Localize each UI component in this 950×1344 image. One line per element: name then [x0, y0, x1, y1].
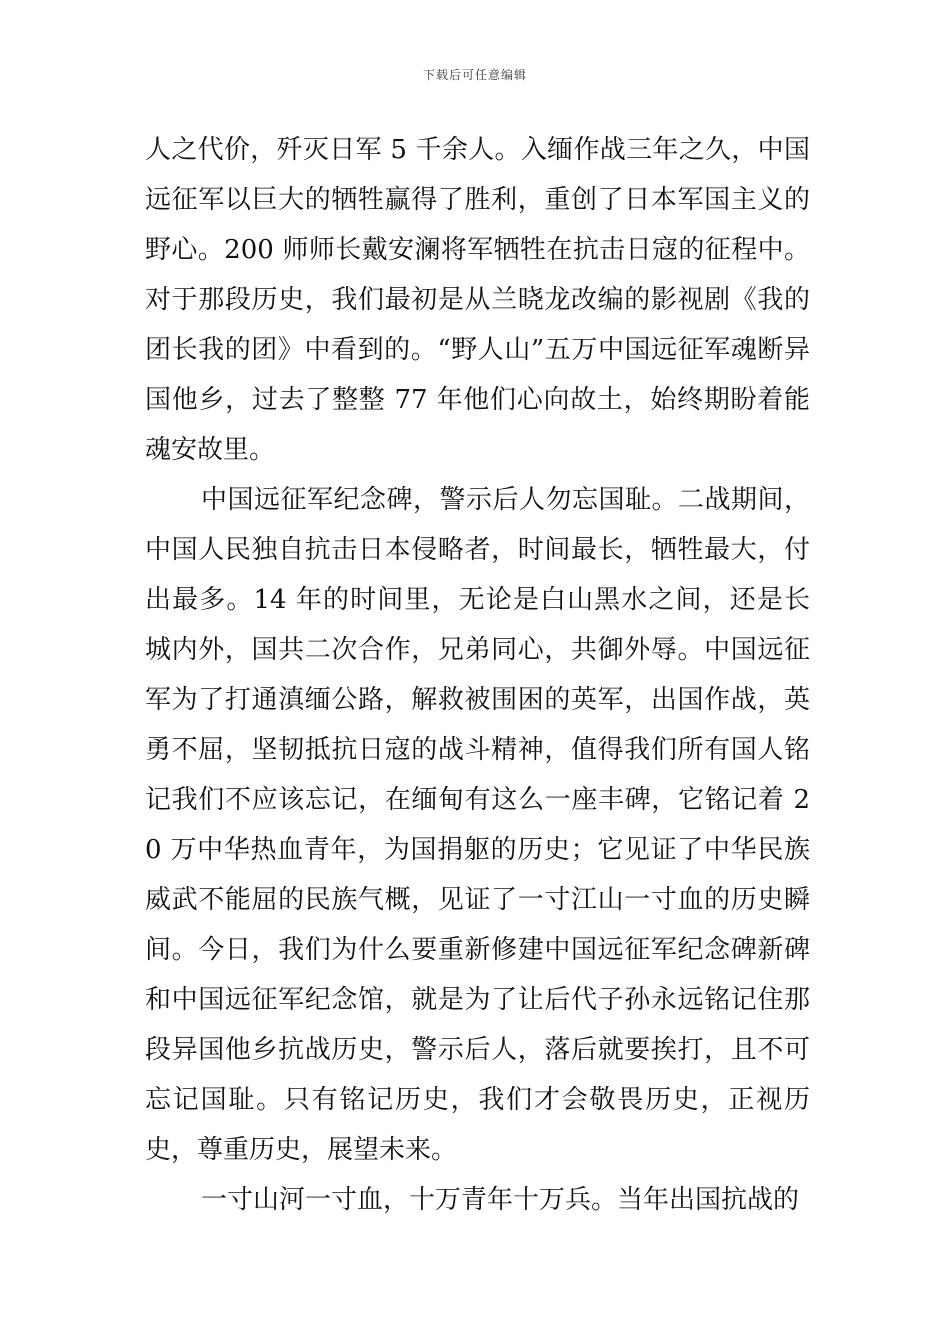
document-body [145, 125, 810, 1225]
paragraph-1: 人之代价，歼灭日军 5 千余人。入缅作战三年之久，中国远征军以巨大的牺牲赢得了胜利，重创了日本军国主义的野心。200 师师长戴安澜将军牺牲在抗击日寇的征程中。对于那段历史，我们最初是从兰晓龙改编的影视剧《我的团长我的团》中看到的。“野人山”五万中国远征军魂断异国他乡，过去了整整 77 年他们心向故土，始终期盼着能魂安故里。 [145, 135, 810, 465]
paragraph-3: 一寸山河一寸血，十万青年十万兵。当年出国抗战的 [201, 1185, 800, 1215]
paragraph-2: 中国远征军纪念碑，警示后人勿忘国耻。二战期间，中国人民独自抗击日本侵略者，时间最长，牺牲最大，付出最多。14 年的时间里，无论是白山黑水之间，还是长城内外，国共二次合作，兄弟同心，共御外辱。中国远征军为了打通滇缅公路，解救被围困的英军，出国作战，英勇不屈，坚韧抵抗日寇的战斗精神，值得我们所有国人铭记我们不应该忘记，在缅甸有这么一座丰碑，它铭记着 20 万中华热血青年，为国捐躯的历史；它见证了中华民族威武不能屈的民族气概，见证了一寸江山一寸血的历史瞬间。今日，我们为什么要重新修建中国远征军纪念碑新碑和中国远征军纪念馆，就是为了让后代子孙永远铭记住那段异国他乡抗战历史，警示后人，落后就要挨打，且不可忘记国耻。只有铭记历史，我们才会敬畏历史，正视历史，尊重历史，展望未来。 [145, 485, 810, 1165]
page-header: 下载后可任意编辑 [422, 68, 527, 82]
